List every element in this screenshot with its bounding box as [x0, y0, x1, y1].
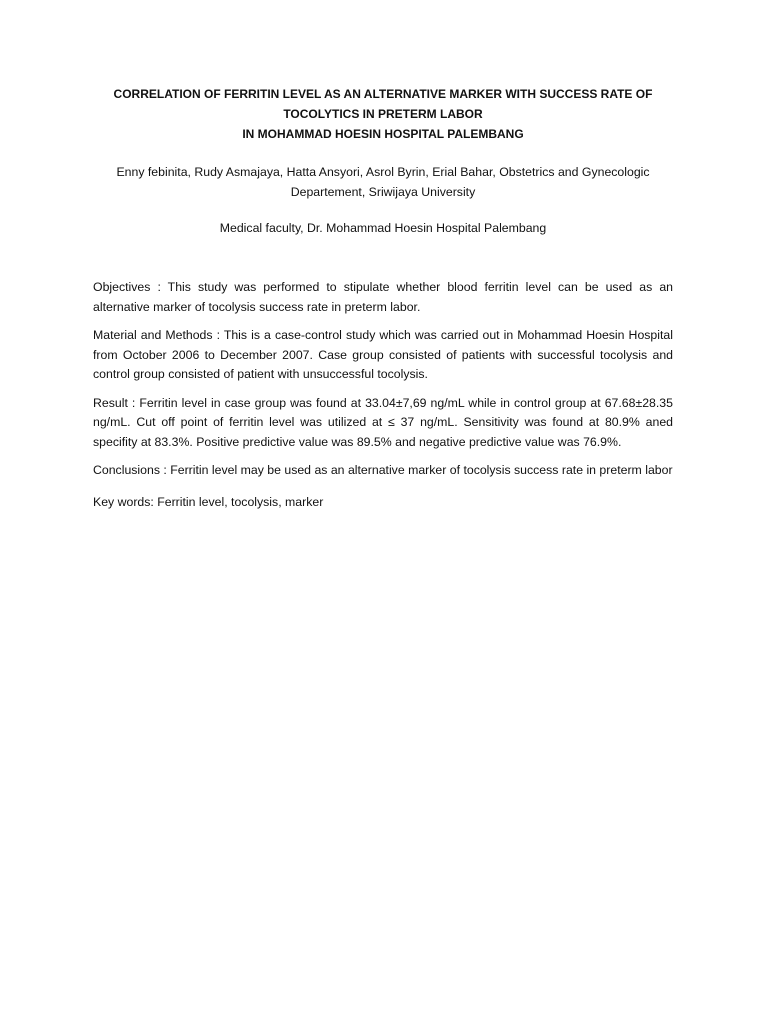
- objectives-paragraph: Objectives : This study was performed to stipulate whether blood ferritin level can be used as an alternative marker of tocolysis success rate in preterm labor.: [93, 280, 673, 314]
- author-list: [93, 162, 673, 202]
- title-line-3: IN MOHAMMAD HOESIN HOSPITAL PALEMBANG: [242, 127, 524, 141]
- conclusions-paragraph: Conclusions : Ferritin level may be used as an alternative marker of tocolysis success rate in preterm labor: [93, 463, 673, 477]
- authors-line-1: Enny febinita, Rudy Asmajaya, Hatta Ansyori, Asrol Byrin, Erial Bahar, Obstetrics and Gynecologic: [116, 165, 650, 179]
- methods-paragraph: Material and Methods : This is a case-control study which was carried out in Mohammad Hoesin Hospital from October 2006 to December 2007. Case group consisted of patients with successful tocolysis and control group consisted of patient with unsuccessful tocolysis.: [93, 328, 673, 381]
- result-paragraph: Result : Ferritin level in case group was found at 33.04±7,69 ng/mL while in control group at 67.68±28.35 ng/mL. Cut off point of ferritin level was utilized at ≤ 37 ng/mL. Sensitivity was found at 80.9% aned specifity at 83.3%. Positive predictive value was 89.5% and negative predictive value was 76.9%.: [93, 395, 673, 449]
- keywords-line: Key words: Ferritin level, tocolysis, marker: [93, 494, 324, 509]
- affiliation: Medical faculty, Dr. Mohammad Hoesin Hospital Palembang: [219, 221, 547, 235]
- title-line-1: CORRELATION OF FERRITIN LEVEL AS AN ALTERNATIVE MARKER WITH SUCCESS RATE OF: [113, 87, 653, 101]
- abstract-section: [93, 278, 673, 512]
- title-line-2: TOCOLYTICS IN PRETERM LABOR: [283, 107, 483, 121]
- document-page: [93, 84, 673, 512]
- authors-line-2: Departement, Sriwijaya University: [290, 185, 476, 199]
- paper-title: [93, 84, 673, 144]
